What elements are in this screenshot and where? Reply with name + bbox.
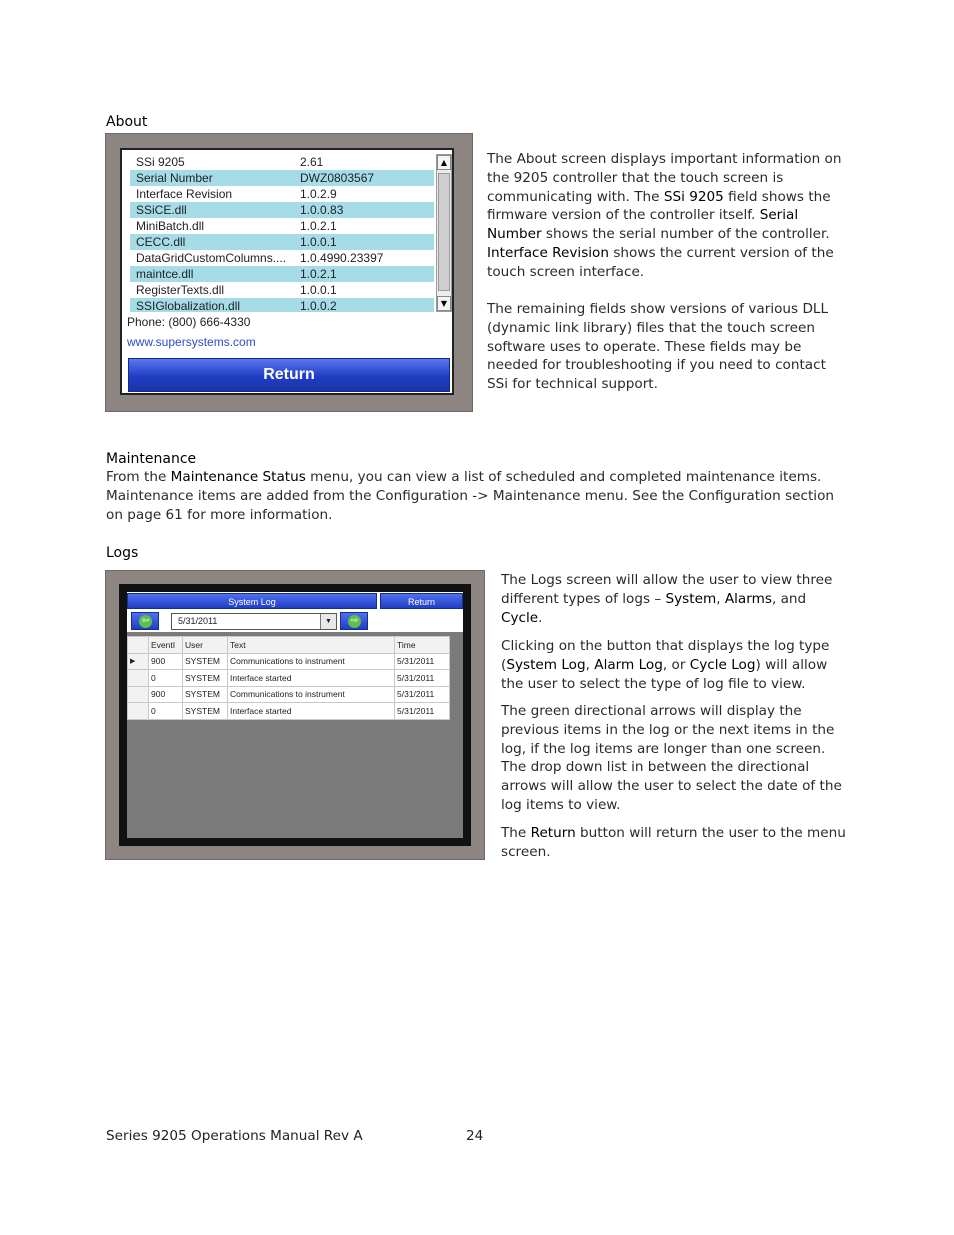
table-row[interactable]: ▶ 900 SYSTEM Communications to instrument 5/31/2011 (128, 653, 450, 670)
scroll-down-icon[interactable]: ▼ (437, 296, 451, 311)
column-header[interactable]: Time (395, 637, 450, 654)
list-item: SSi 9205 2.61 (136, 155, 324, 169)
about-screen (120, 148, 454, 395)
about-screenshot (105, 133, 473, 412)
list-item: RegisterTexts.dll 1.0.0.1 (136, 283, 337, 297)
return-button[interactable]: Return (128, 358, 450, 392)
list-item: Interface Revision 1.0.2.9 (136, 187, 337, 201)
logs-screenshot (105, 570, 485, 860)
table-row[interactable]: 0 SYSTEM Interface started 5/31/2011 (128, 670, 450, 687)
list-item: CECC.dll 1.0.0.1 (130, 234, 434, 250)
phone-number: Phone: (800) 666-4330 (127, 315, 251, 329)
page-number: 24 (466, 1128, 484, 1144)
logs-screen (127, 592, 463, 838)
about-description: The About screen displays important information on the 9205 controller that the touch screen is communicating with. The SSi 9205 field shows the firmware version of the controller itself. Serial Number shows the serial number of the controller. Interface Revision shows the current version of the touch screen interface. (487, 151, 842, 280)
website-link[interactable]: www.supersystems.com (127, 335, 256, 349)
list-item: SSiCE.dll 1.0.0.83 (130, 202, 434, 218)
column-header[interactable]: Text (228, 637, 395, 654)
logs-heading: Logs (106, 545, 139, 561)
previous-button[interactable] (131, 612, 159, 630)
column-header[interactable]: User (183, 637, 228, 654)
column-header[interactable]: EventI (149, 637, 183, 654)
about-scrollbar[interactable] (436, 154, 452, 312)
row-selector-icon: ▶ (128, 653, 149, 670)
list-item: maintce.dll 1.0.2.1 (130, 266, 434, 282)
about-version-list (130, 154, 434, 312)
logs-description-2: Clicking on the button that displays the log type (System Log, Alarm Log, or Cycle Log) will allow the user to select the type of log file to view. (501, 638, 830, 692)
logs-description-4: The Return button will return the user to the menu screen. (501, 825, 846, 860)
table-row[interactable]: 0 SYSTEM Interface started 5/31/2011 (128, 703, 450, 720)
logs-description-3: The green directional arrows will display the previous items in the log or the next items in the log, if the log items are longer than one screen. The drop down list in between the directional arrows will allow the user to select the date of the log items to view. (501, 703, 842, 813)
table-header-row (128, 637, 450, 654)
log-table (127, 636, 450, 720)
arrow-left-icon: ⇦ (139, 615, 152, 628)
logs-frame (119, 584, 471, 846)
footer-manual-title: Series 9205 Operations Manual Rev A (106, 1128, 363, 1144)
list-item: SSIGlobalization.dll 1.0.0.2 (130, 298, 434, 312)
maintenance-description: From the Maintenance Status menu, you can view a list of scheduled and completed maintenance items. Maintenance items are added from the Configuration -> Maintenance menu. See the Configuration section on page 61 for more information. (106, 469, 835, 523)
scroll-up-icon[interactable]: ▲ (437, 155, 451, 170)
next-button[interactable] (340, 612, 368, 630)
return-button[interactable]: Return (380, 593, 463, 609)
logs-description-1: The Logs screen will allow the user to view three different types of logs – System, Alarms, and Cycle. (501, 572, 833, 626)
chevron-down-icon[interactable]: ▼ (320, 614, 336, 629)
date-select[interactable]: 5/31/2011 ▼ (171, 613, 337, 630)
table-row[interactable]: 900 SYSTEM Communications to instrument 5/31/2011 (128, 686, 450, 703)
list-item: MiniBatch.dll 1.0.2.1 (136, 219, 337, 233)
list-item: Serial Number DWZ0803567 (130, 170, 434, 186)
log-type-button[interactable]: System Log (127, 593, 377, 609)
scroll-thumb[interactable] (438, 173, 450, 291)
about-heading: About (106, 114, 148, 130)
arrow-right-icon: ⇨ (348, 615, 361, 628)
about-dll-description: The remaining fields show versions of various DLL (dynamic link library) files that the touch screen software uses to operate. These fields may be needed for troubleshooting if you need to contact SSi for technical support. (487, 301, 829, 393)
maintenance-heading: Maintenance (106, 451, 197, 467)
list-item: DataGridCustomColumns.... 1.0.4990.23397 (136, 251, 384, 265)
